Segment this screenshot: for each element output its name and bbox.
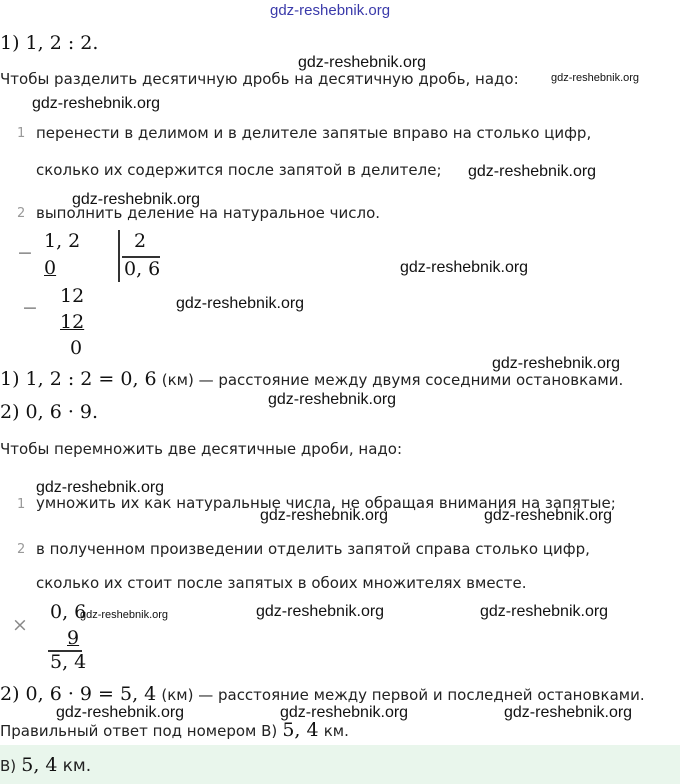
answer-intro: Правильный ответ под номером В) [0,722,278,740]
watermark: gdz-reshebnik.org [492,355,621,372]
minus-sign: − [22,297,38,319]
step2-rule-intro: Чтобы перемножить две десятичные дроби, надо: [0,440,403,458]
watermark: gdz-reshebnik.org [56,704,185,721]
step2-result [0,683,645,705]
watermark: gdz-reshebnik.org [480,603,609,620]
product: 5, 4 [50,651,87,673]
watermark: gdz-reshebnik.org [400,259,529,276]
rule-number: 2 [17,206,26,221]
watermark: gdz-reshebnik.org [260,507,389,524]
watermark: gdz-reshebnik.org [32,95,161,112]
watermark: gdz-reshebnik.org [484,507,613,524]
rule-text: умножить их как натуральные числа, не обращая внимания на запятые; [36,494,616,512]
watermark: gdz-reshebnik.org [268,391,397,408]
rule-text-continued: сколько их стоит после запятых в обоих множителях вместе. [36,574,527,592]
dividend: 1, 2 [44,230,81,252]
watermark: gdz-reshebnik.org [256,603,385,620]
answer-option-content [0,754,91,776]
step1-rule-intro: Чтобы разделить десятичную дробь на десятичную дробь, надо: [0,70,519,88]
answer-option-value: 5, 4 [21,754,58,776]
second-subtrahend: 12 [60,311,85,333]
minus-sign: − [17,242,33,264]
factor-2: 9 [67,627,80,649]
division-bar-vertical [118,230,120,282]
rule-number: 1 [17,497,26,512]
step1-result-formula: 1) 1, 2 : 2 = 0, 6 [0,368,157,390]
answer-option [0,745,680,784]
step1-result [0,368,623,390]
watermark: gdz-reshebnik.org [551,72,640,84]
answer-option-unit: км. [62,756,92,776]
answer-option-label: В) [0,757,17,775]
watermark: gdz-reshebnik.org [298,54,427,71]
times-sign: × [12,614,28,636]
divisor: 2 [134,230,147,252]
remainder: 12 [60,285,85,307]
rule-text-continued: сколько их содержится после запятой в делителе; [36,161,442,179]
step1-heading: 1) 1, 2 : 2. [0,32,99,54]
rule-number: 2 [17,542,26,557]
watermark: gdz-reshebnik.org [36,479,165,496]
rule-text: перенести в делимом и в делителе запятые вправо на столько цифр, [36,124,592,142]
answer-statement [0,719,349,741]
watermark-top: gdz-reshebnik.org [270,2,391,19]
step2-result-formula: 2) 0, 6 · 9 = 5, 4 [0,683,157,705]
quotient: 0, 6 [124,258,161,280]
factor-1: 0, 6 [50,601,87,623]
watermark: gdz-reshebnik.org [176,295,305,312]
answer-unit: км. [323,722,349,740]
step2-heading: 2) 0, 6 · 9. [0,401,99,423]
watermark: gdz-reshebnik.org [280,704,409,721]
step1-result-text: (км) — расстояние между двумя соседними остановками. [161,371,624,389]
watermark: gdz-reshebnik.org [80,609,169,621]
rule-text: выполнить деление на натуральное число. [36,204,381,222]
watermark: gdz-reshebnik.org [468,163,597,180]
step2-result-text: (км) — расстояние между первой и последней остановками. [161,686,645,704]
final-remainder: 0 [70,337,83,359]
rule-number: 1 [17,126,26,141]
watermark: gdz-reshebnik.org [504,704,633,721]
watermark: gdz-reshebnik.org [72,191,201,208]
first-subtrahend: 0 [44,257,57,279]
rule-text: в полученном произведении отделить запятой справа столько цифр, [36,540,590,558]
answer-value: 5, 4 [282,719,319,741]
